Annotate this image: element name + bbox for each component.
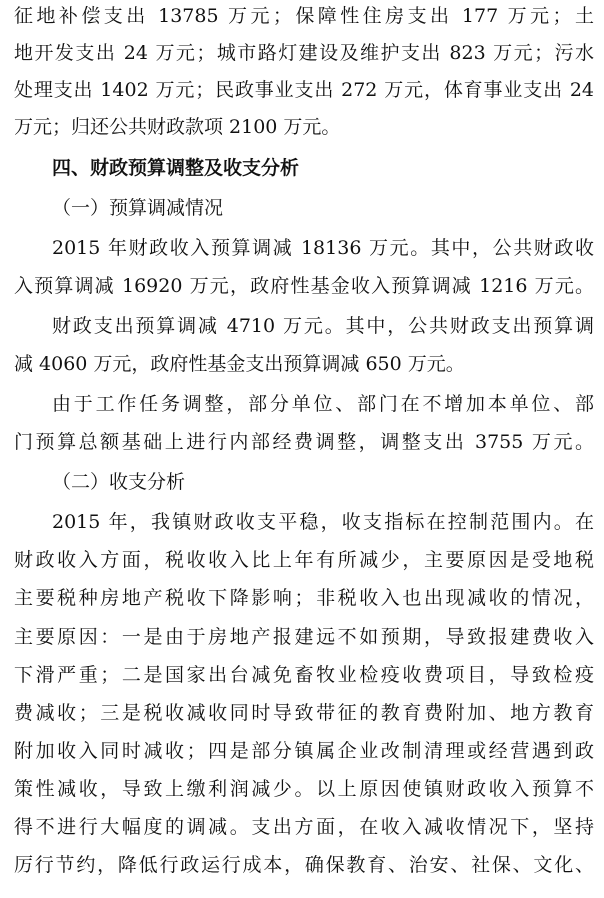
text-line: 财政支出预算调减 4710 万元。其中，公共财政支出预算调 bbox=[52, 315, 594, 337]
subsection-heading: （一）预算调减情况 bbox=[52, 197, 224, 219]
text-line: 下滑严重；二是国家出台减免畜牧业检疫收费项目，导致检疫 bbox=[14, 664, 594, 686]
text-line: 2015 年财政收入预算调减 18136 万元。其中，公共财政收 bbox=[52, 237, 594, 259]
text-line: 征地补偿支出 13785 万元；保障性住房支出 177 万元；土 bbox=[14, 5, 594, 27]
text-line: 由于工作任务调整，部分单位、部门在不增加本单位、部 bbox=[52, 393, 594, 415]
text-line: 2015 年，我镇财政收支平稳，收支指标在控制范围内。在 bbox=[52, 511, 594, 533]
text-line: 策性减收，导致上缴利润减少。以上原因使镇财政收入预算不 bbox=[14, 778, 594, 800]
section-heading: 四、财政预算调整及收支分析 bbox=[52, 157, 300, 179]
subsection-heading: （二）收支分析 bbox=[52, 471, 186, 493]
text-line: 减 4060 万元，政府性基金支出预算调减 650 万元。 bbox=[14, 353, 465, 375]
text-line: 厉行节约，降低行政运行成本，确保教育、治安、社保、文化、 bbox=[14, 854, 594, 876]
text-line: 费减收；三是税收减收同时导致带征的教育费附加、地方教育 bbox=[14, 702, 594, 724]
text-line: 财政收入方面，税收收入比上年有所减少，主要原因是受地税 bbox=[14, 549, 594, 571]
text-line: 入预算调减 16920 万元，政府性基金收入预算调减 1216 万元。 bbox=[14, 275, 594, 297]
text-line: 附加收入同时减收；四是部分镇属企业改制清理或经营遇到政 bbox=[14, 740, 594, 762]
text-line: 门预算总额基础上进行内部经费调整，调整支出 3755 万元。 bbox=[14, 431, 594, 453]
text-line: 万元；归还公共财政款项 2100 万元。 bbox=[14, 116, 341, 138]
text-line: 主要原因：一是由于房地产报建远不如预期，导致报建费收入 bbox=[14, 626, 594, 648]
text-line: 主要税种房地产税收下降影响；非税收入也出现减收的情况， bbox=[14, 587, 594, 609]
text-line: 得不进行大幅度的调减。支出方面，在收入减收情况下，坚持 bbox=[14, 816, 594, 838]
text-line: 处理支出 1402 万元；民政事业支出 272 万元，体育事业支出 24 bbox=[14, 79, 594, 101]
text-line: 地开发支出 24 万元；城市路灯建设及维护支出 823 万元；污水 bbox=[14, 42, 594, 64]
